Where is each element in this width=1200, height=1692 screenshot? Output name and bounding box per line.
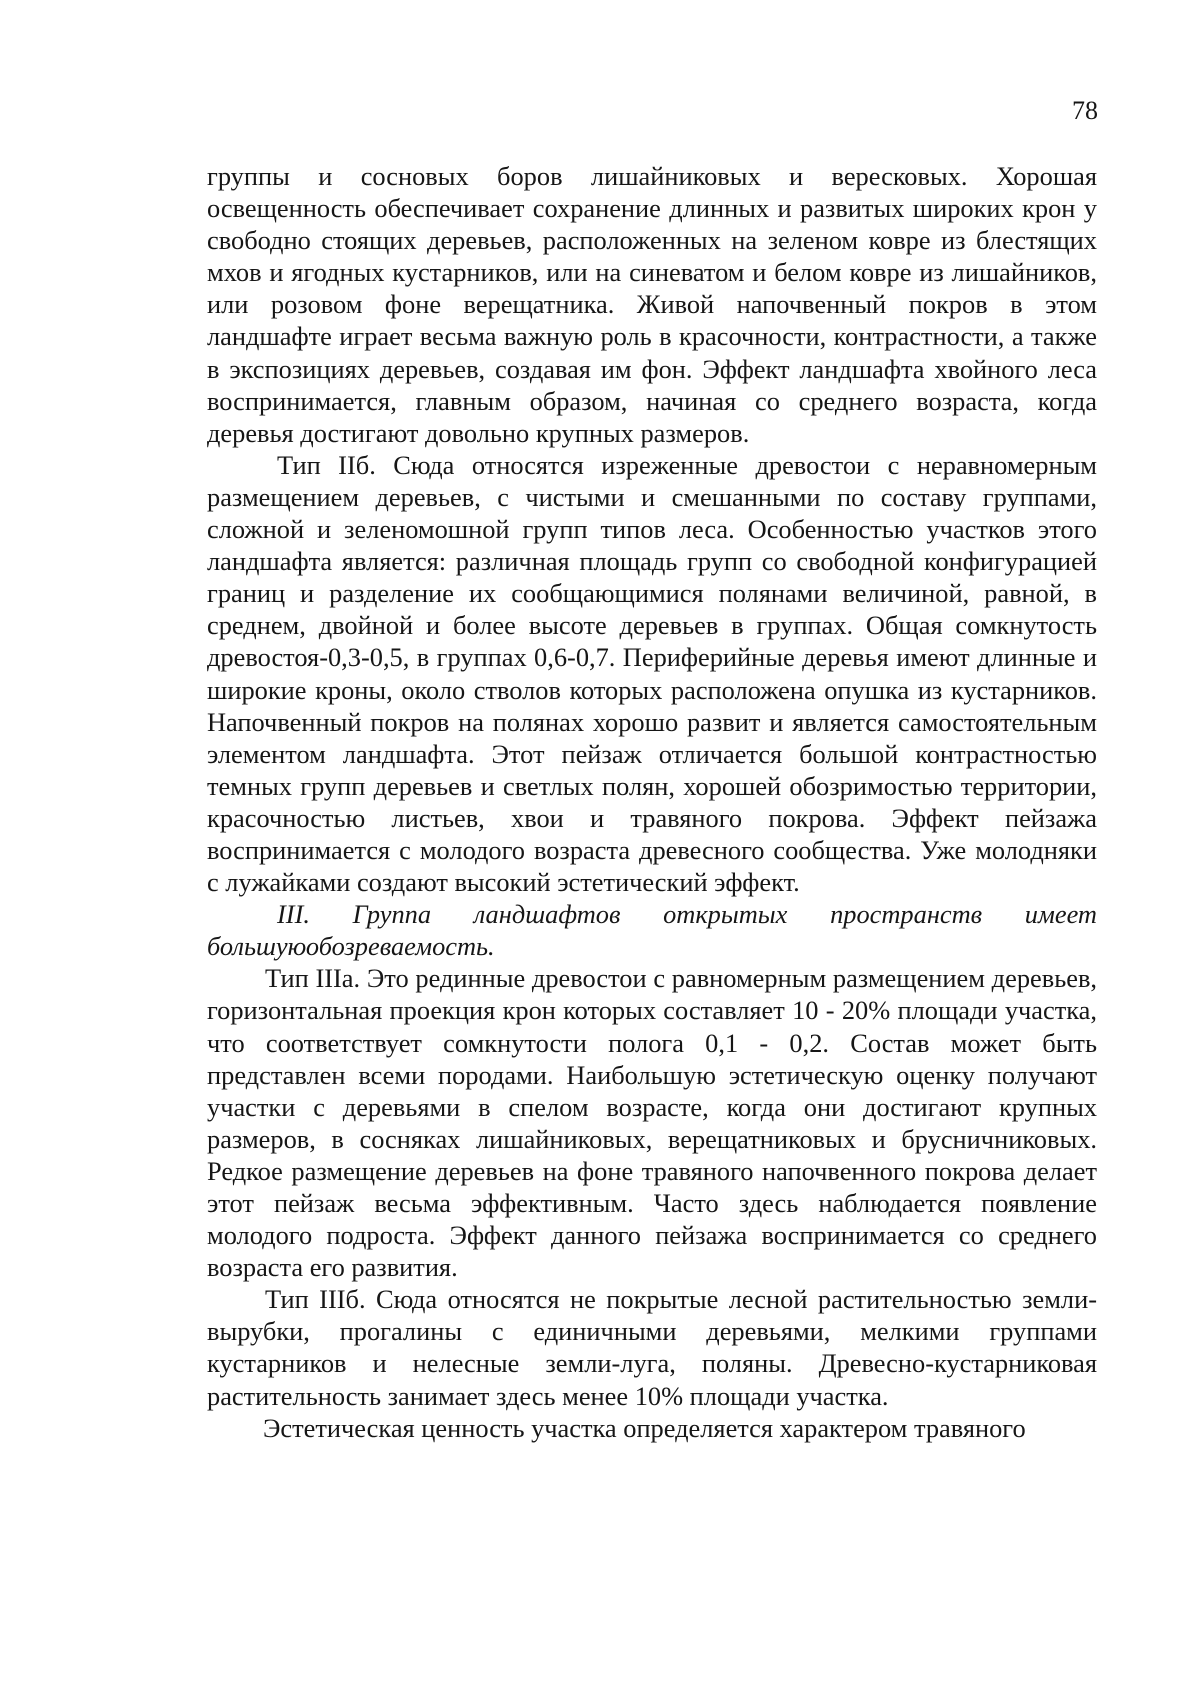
paragraph-type-2b: Тип IIб. Сюда относятся изреженные древостои с неравномерным размещением деревьев, с чистыми и смешанными по составу группами, сложной и зеленомошной групп типов леса. Особенностью участков этого ландшафта является: различная площадь групп со свободной конфигурацией границ и разделение их сообщающимися полянами величиной, равной, в среднем, двойной и более высоте деревьев в группах. Общая сомкнутость древостоя-0,3-0,5, в группах 0,6-0,7. Периферийные деревья имеют длинные и широкие кроны, около стволов которых расположена опушка из кустарников. Напочвенный покров на полянах хорошо развит и является самостоятельным элементом ландшафта. Этот пейзаж отличается большой контрастностью темных групп деревьев и светлых полян, хорошей обозримостью территории, красочностью листьев, хвои и травяного покрова. Эффект пейзажа воспринимается с молодого возраста древесного сообщества. Уже молодняки с лужайками создают высокий эстетический эффект.: [207, 449, 1097, 898]
paragraph-group-3-heading: III. Группа ландшафтов открытых пространств имеет большуюобозреваемость.: [207, 899, 1097, 962]
paragraph-aesthetic-value: Эстетическая ценность участка определяется характером травяного: [263, 1412, 1026, 1443]
paragraph-type-3b: Тип IIIб. Сюда относятся не покрытые лесной растительностью земли-вырубки, прогалины с единичными деревьями, мелкими группами кустарников и нелесные земли-луга, поляны. Древесно-кустарниковая растительность занимает здесь менее 10% площади участка.: [207, 1284, 1097, 1411]
paragraph-continuation: группы и сосновых боров лишайниковых и вересковых. Хорошая освещенность обеспечивает сохранение длинных и развитых широких крон у свободно стоящих деревьев, расположенных на зеленом ковре из блестящих мхов и ягодных кустарников, или на синеватом и белом ковре из лишайников, или розовом фоне верещатника. Живой напочвенный покров в этом ландшафте играет весьма важную роль в красочности, контрастности, а также в экспозициях деревьев, создавая им фон. Эффект ландшафта хвойного леса воспринимается, главным образом, начиная со среднего возраста, когда деревья достигают довольно крупных размеров.: [207, 161, 1097, 448]
document-body: [207, 160, 1097, 1444]
page-number: 78: [1072, 96, 1098, 125]
paragraph-type-3a: Тип IIIа. Это рединные древостои с равномерным размещением деревьев, горизонтальная проекция крон которых составляет 10 - 20% площади участка, что соответствует сомкнутости полога 0,1 - 0,2. Состав может быть представлен всеми породами. Наибольшую эстетическую оценку получают участки с деревьями в спелом возрасте, когда они достигают крупных размеров, в сосняках лишайниковых, верещатниковых и брусничниковых. Редкое размещение деревьев на фоне травяного напочвенного покрова делает этот пейзаж весьма эффективным. Часто здесь наблюдается появление молодого подроста. Эффект данного пейзажа воспринимается со среднего возраста его развития.: [207, 963, 1097, 1283]
